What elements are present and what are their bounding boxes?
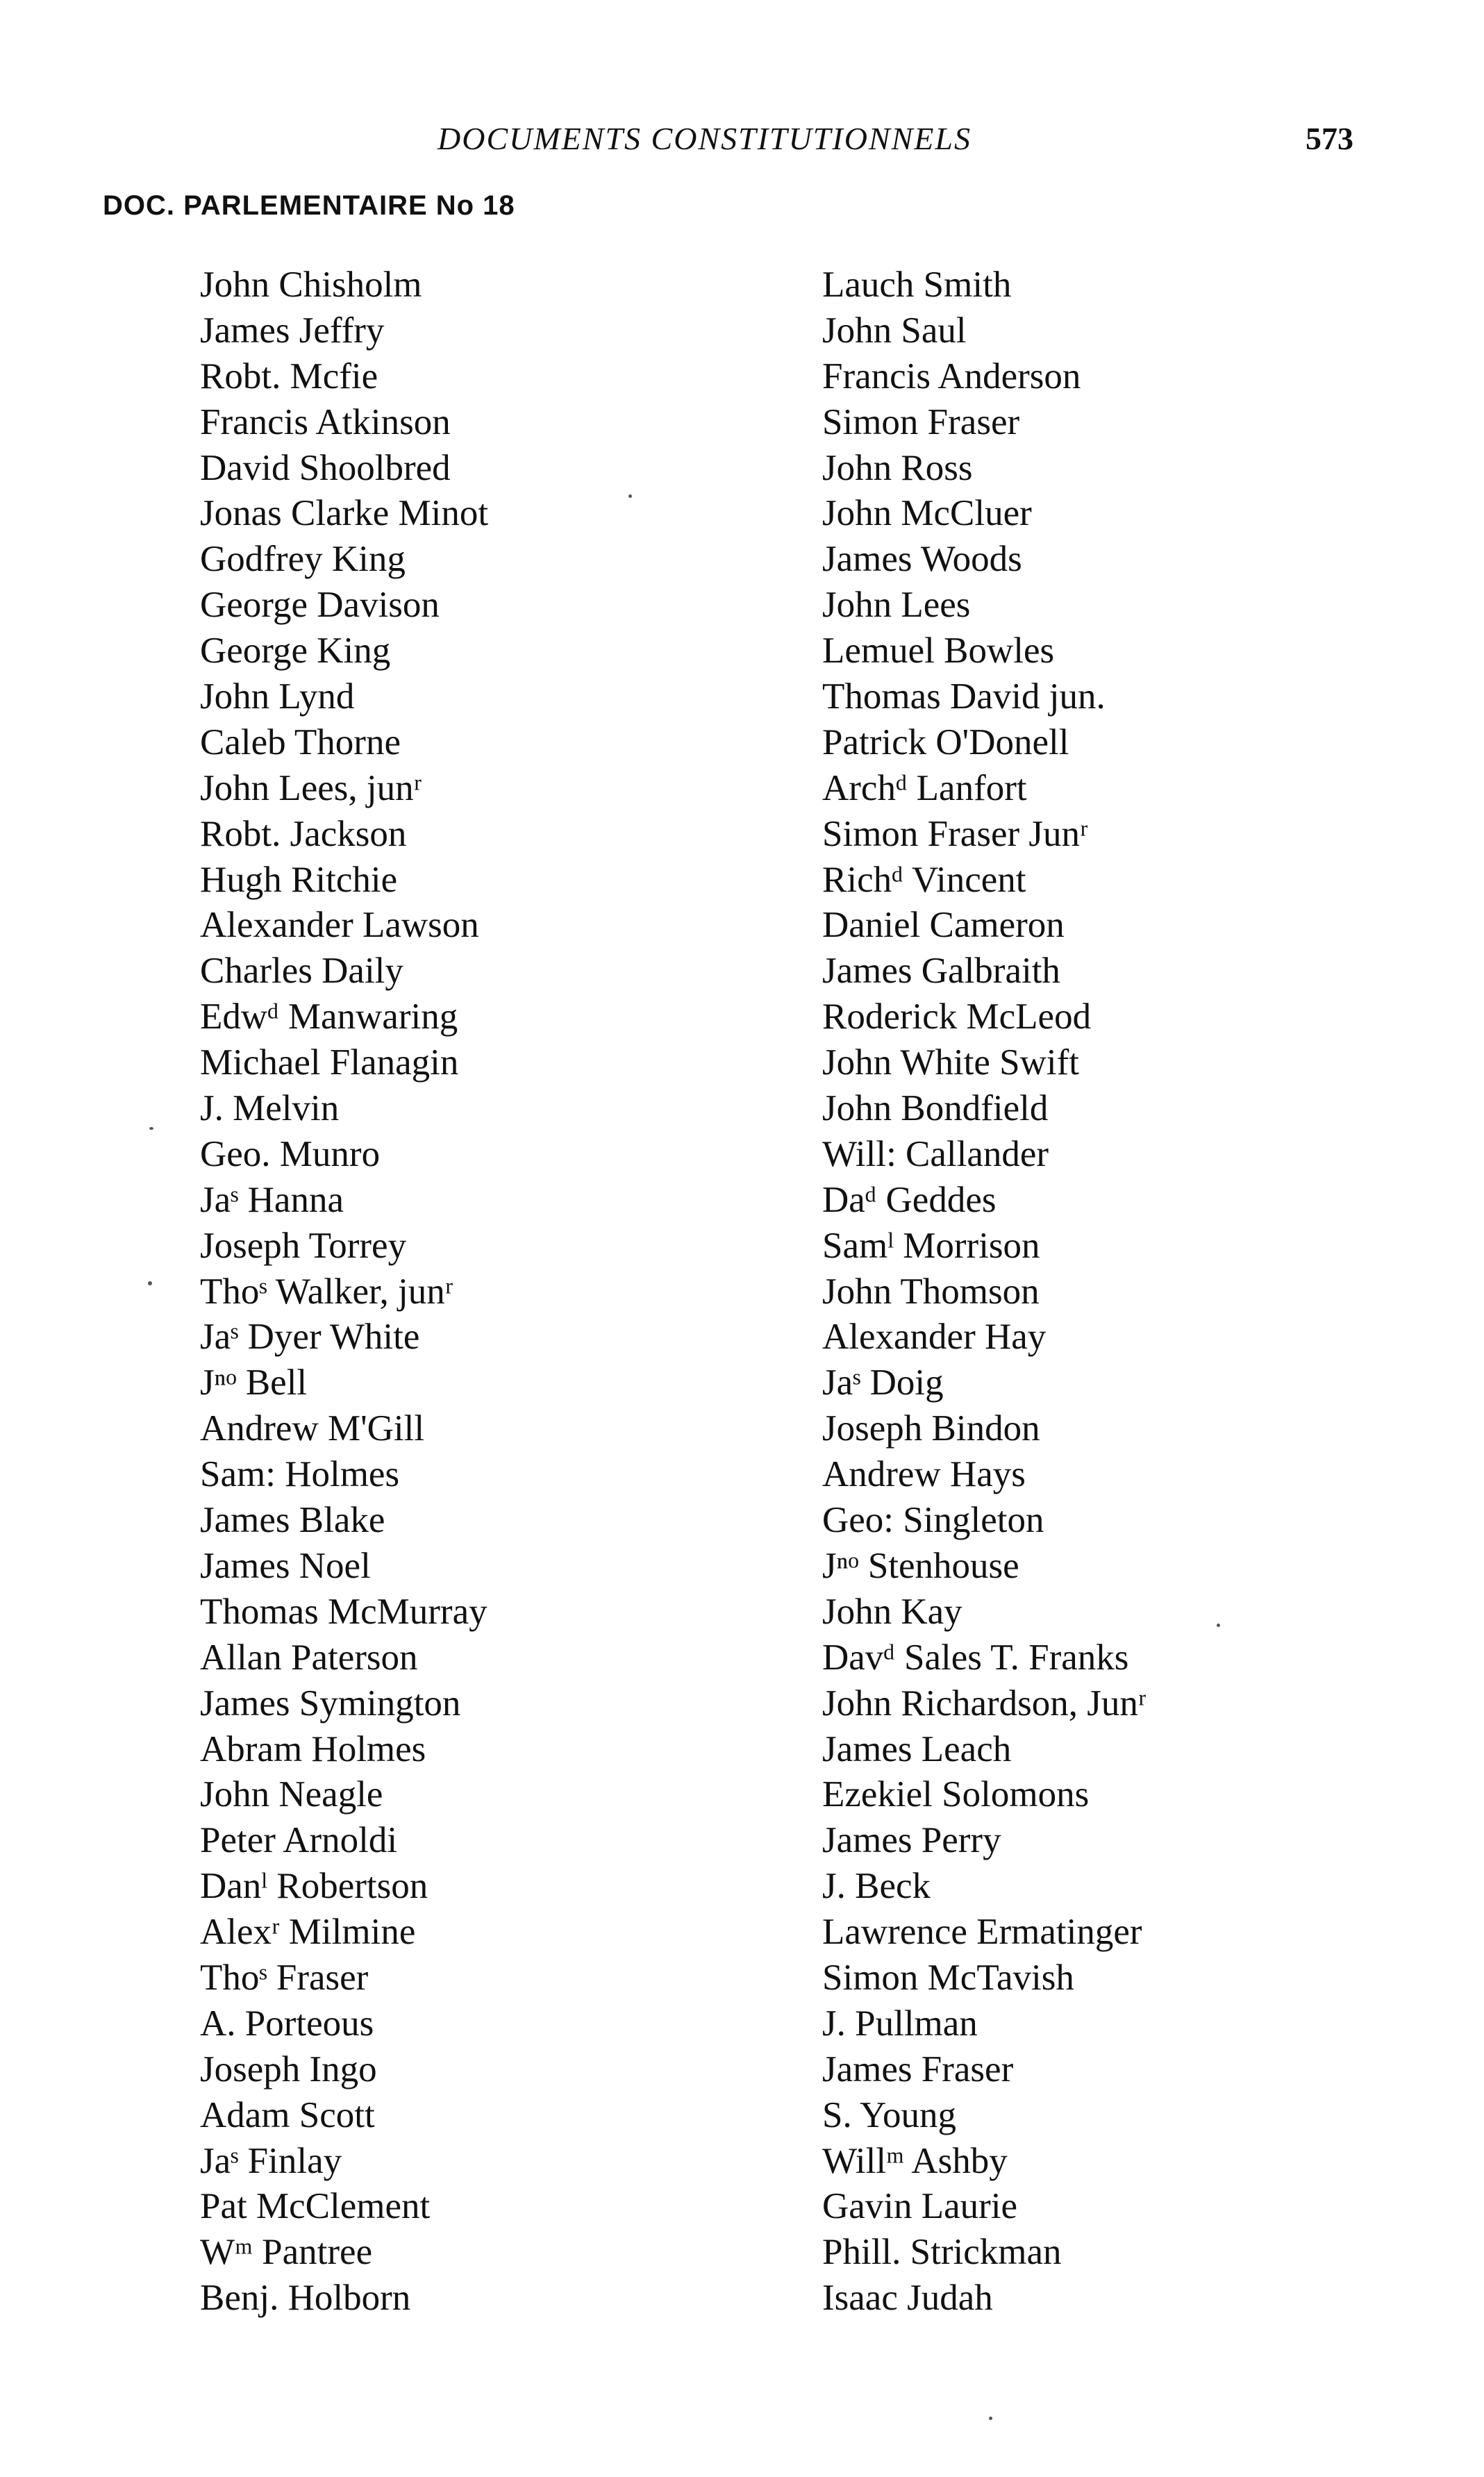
name-entry: Hugh Ritchie bbox=[200, 859, 398, 900]
name-entry: Abram Holmes bbox=[200, 1728, 426, 1769]
name-entry: John Richardson, Junʳ bbox=[822, 1683, 1147, 1724]
scan-speck bbox=[1217, 1624, 1220, 1627]
name-entry: Gavin Laurie bbox=[822, 2186, 1018, 2227]
name-entry: Jaˢ Doig bbox=[822, 1362, 944, 1403]
document-label: DOC. PARLEMENTAIRE No 18 bbox=[103, 190, 515, 221]
running-title: DOCUMENTS CONSTITUTIONNELS bbox=[437, 121, 972, 156]
name-entry: John McCluer bbox=[822, 493, 1032, 534]
name-entry: James Woods bbox=[822, 539, 1022, 580]
name-entry: George Davison bbox=[200, 585, 440, 626]
name-entry: Joseph Bindon bbox=[822, 1408, 1040, 1449]
name-entry: Thomas David jun. bbox=[822, 676, 1106, 717]
name-entry: Danˡ Robertson bbox=[200, 1866, 428, 1907]
name-entry: Jaˢ Hanna bbox=[200, 1179, 344, 1220]
name-entry: John Bondfield bbox=[822, 1088, 1049, 1129]
name-entry: Francis Atkinson bbox=[200, 401, 451, 442]
name-entry: A. Porteous bbox=[200, 2003, 374, 2044]
name-entry: John Lees, junʳ bbox=[200, 767, 422, 808]
name-entry: James Noel bbox=[200, 1545, 371, 1586]
name-entry: James Symington bbox=[200, 1683, 461, 1724]
left-name-column bbox=[200, 262, 488, 2321]
name-entry: Thomas McMurray bbox=[200, 1591, 487, 1632]
name-entry: James Galbraith bbox=[822, 951, 1060, 992]
name-entry: John Saul bbox=[822, 310, 967, 351]
name-entry: Lemuel Bowles bbox=[822, 631, 1055, 672]
name-entry: Jⁿᵒ Bell bbox=[200, 1362, 308, 1403]
name-entry: Alexʳ Milmine bbox=[200, 1912, 416, 1953]
name-entry: Robt. Jackson bbox=[200, 813, 407, 854]
name-entry: J. Pullman bbox=[822, 2003, 978, 2044]
name-entry: Robt. Mcfie bbox=[200, 356, 378, 397]
name-entry: Geo. Munro bbox=[200, 1133, 381, 1174]
name-entry: Jaˢ Finlay bbox=[200, 2140, 342, 2181]
name-entry: John Lynd bbox=[200, 676, 355, 717]
name-entry: John White Swift bbox=[822, 1042, 1080, 1083]
right-name-column bbox=[822, 262, 1146, 2321]
name-entry: Jonas Clarke Minot bbox=[200, 493, 489, 534]
name-entry: Andrew M'Gill bbox=[200, 1408, 425, 1449]
name-entry: Joseph Torrey bbox=[200, 1225, 407, 1266]
name-entry: Jaˢ Dyer White bbox=[200, 1317, 420, 1358]
name-entry: James Jeffry bbox=[200, 310, 385, 351]
name-entry: Thoˢ Fraser bbox=[200, 1957, 369, 1998]
name-entry: Sam: Holmes bbox=[200, 1454, 400, 1495]
name-entry: Simon Fraser Junʳ bbox=[822, 813, 1088, 854]
scan-speck bbox=[989, 2417, 992, 2420]
name-entry: Pat McClement bbox=[200, 2186, 431, 2227]
name-entry: John Lees bbox=[822, 585, 971, 626]
name-entry: Patrick O'Donell bbox=[822, 722, 1069, 762]
name-entry: Richᵈ Vincent bbox=[822, 859, 1026, 900]
scan-speck bbox=[149, 1127, 153, 1130]
name-entry: Andrew Hays bbox=[822, 1454, 1026, 1495]
name-entry: Alexander Hay bbox=[822, 1317, 1047, 1358]
name-entry: Michael Flanagin bbox=[200, 1042, 459, 1083]
name-entry: Phill. Strickman bbox=[822, 2232, 1062, 2273]
name-entry: Thoˢ Walker, junʳ bbox=[200, 1271, 453, 1312]
name-entry: Daᵈ Geddes bbox=[822, 1179, 997, 1220]
name-entry: Francis Anderson bbox=[822, 356, 1081, 397]
running-head bbox=[0, 118, 1484, 160]
name-entry: James Fraser bbox=[822, 2049, 1014, 2090]
name-entry: Peter Arnoldi bbox=[200, 1820, 398, 1861]
name-entry: J. Melvin bbox=[200, 1088, 340, 1129]
name-entry: Joseph Ingo bbox=[200, 2049, 377, 2090]
name-entry: Benj. Holborn bbox=[200, 2278, 411, 2319]
scan-speck bbox=[628, 494, 632, 498]
name-entry: J. Beck bbox=[822, 1866, 931, 1907]
name-entry: Will: Callander bbox=[822, 1133, 1049, 1174]
name-entry: James Leach bbox=[822, 1728, 1012, 1769]
name-entry: Davᵈ Sales T. Franks bbox=[822, 1637, 1129, 1678]
name-entry: Roderick McLeod bbox=[822, 996, 1092, 1037]
name-entry: Archᵈ Lanfort bbox=[822, 767, 1027, 808]
name-entry: Ezekiel Solomons bbox=[822, 1774, 1090, 1815]
name-entry: S. Young bbox=[822, 2094, 956, 2135]
name-entry: Simon McTavish bbox=[822, 1957, 1074, 1998]
name-entry: Godfrey King bbox=[200, 539, 406, 580]
name-entry: James Perry bbox=[822, 1820, 1001, 1861]
name-entry: Alexander Lawson bbox=[200, 905, 479, 946]
name-entry: John Ross bbox=[822, 447, 973, 488]
name-entry: Wᵐ Pantree bbox=[200, 2232, 373, 2273]
name-entry: Caleb Thorne bbox=[200, 722, 401, 762]
name-entry: Samˡ Morrison bbox=[822, 1225, 1040, 1266]
name-entry: Geo: Singleton bbox=[822, 1500, 1044, 1541]
name-entry: James Blake bbox=[200, 1500, 385, 1541]
name-entry: Charles Daily bbox=[200, 951, 403, 992]
name-entry: John Chisholm bbox=[200, 265, 422, 305]
name-entry: Lauch Smith bbox=[822, 265, 1012, 305]
name-entry: Lawrence Ermatinger bbox=[822, 1912, 1142, 1953]
name-entry: Simon Fraser bbox=[822, 401, 1020, 442]
name-entry: Jⁿᵒ Stenhouse bbox=[822, 1545, 1019, 1586]
name-entry: David Shoolbred bbox=[200, 447, 451, 488]
name-entry: John Thomson bbox=[822, 1271, 1040, 1312]
name-entry: Allan Paterson bbox=[200, 1637, 418, 1678]
scan-speck bbox=[148, 1281, 152, 1285]
name-entry: Isaac Judah bbox=[822, 2278, 993, 2319]
name-entry: George King bbox=[200, 631, 391, 672]
name-entry: Adam Scott bbox=[200, 2094, 375, 2135]
name-entry: John Kay bbox=[822, 1591, 962, 1632]
name-entry: John Neagle bbox=[200, 1774, 383, 1815]
page-number: 573 bbox=[1306, 121, 1353, 156]
name-entry: Daniel Cameron bbox=[822, 905, 1065, 946]
name-entry: Edwᵈ Manwaring bbox=[200, 996, 458, 1037]
name-entry: Willᵐ Ashby bbox=[822, 2140, 1008, 2181]
